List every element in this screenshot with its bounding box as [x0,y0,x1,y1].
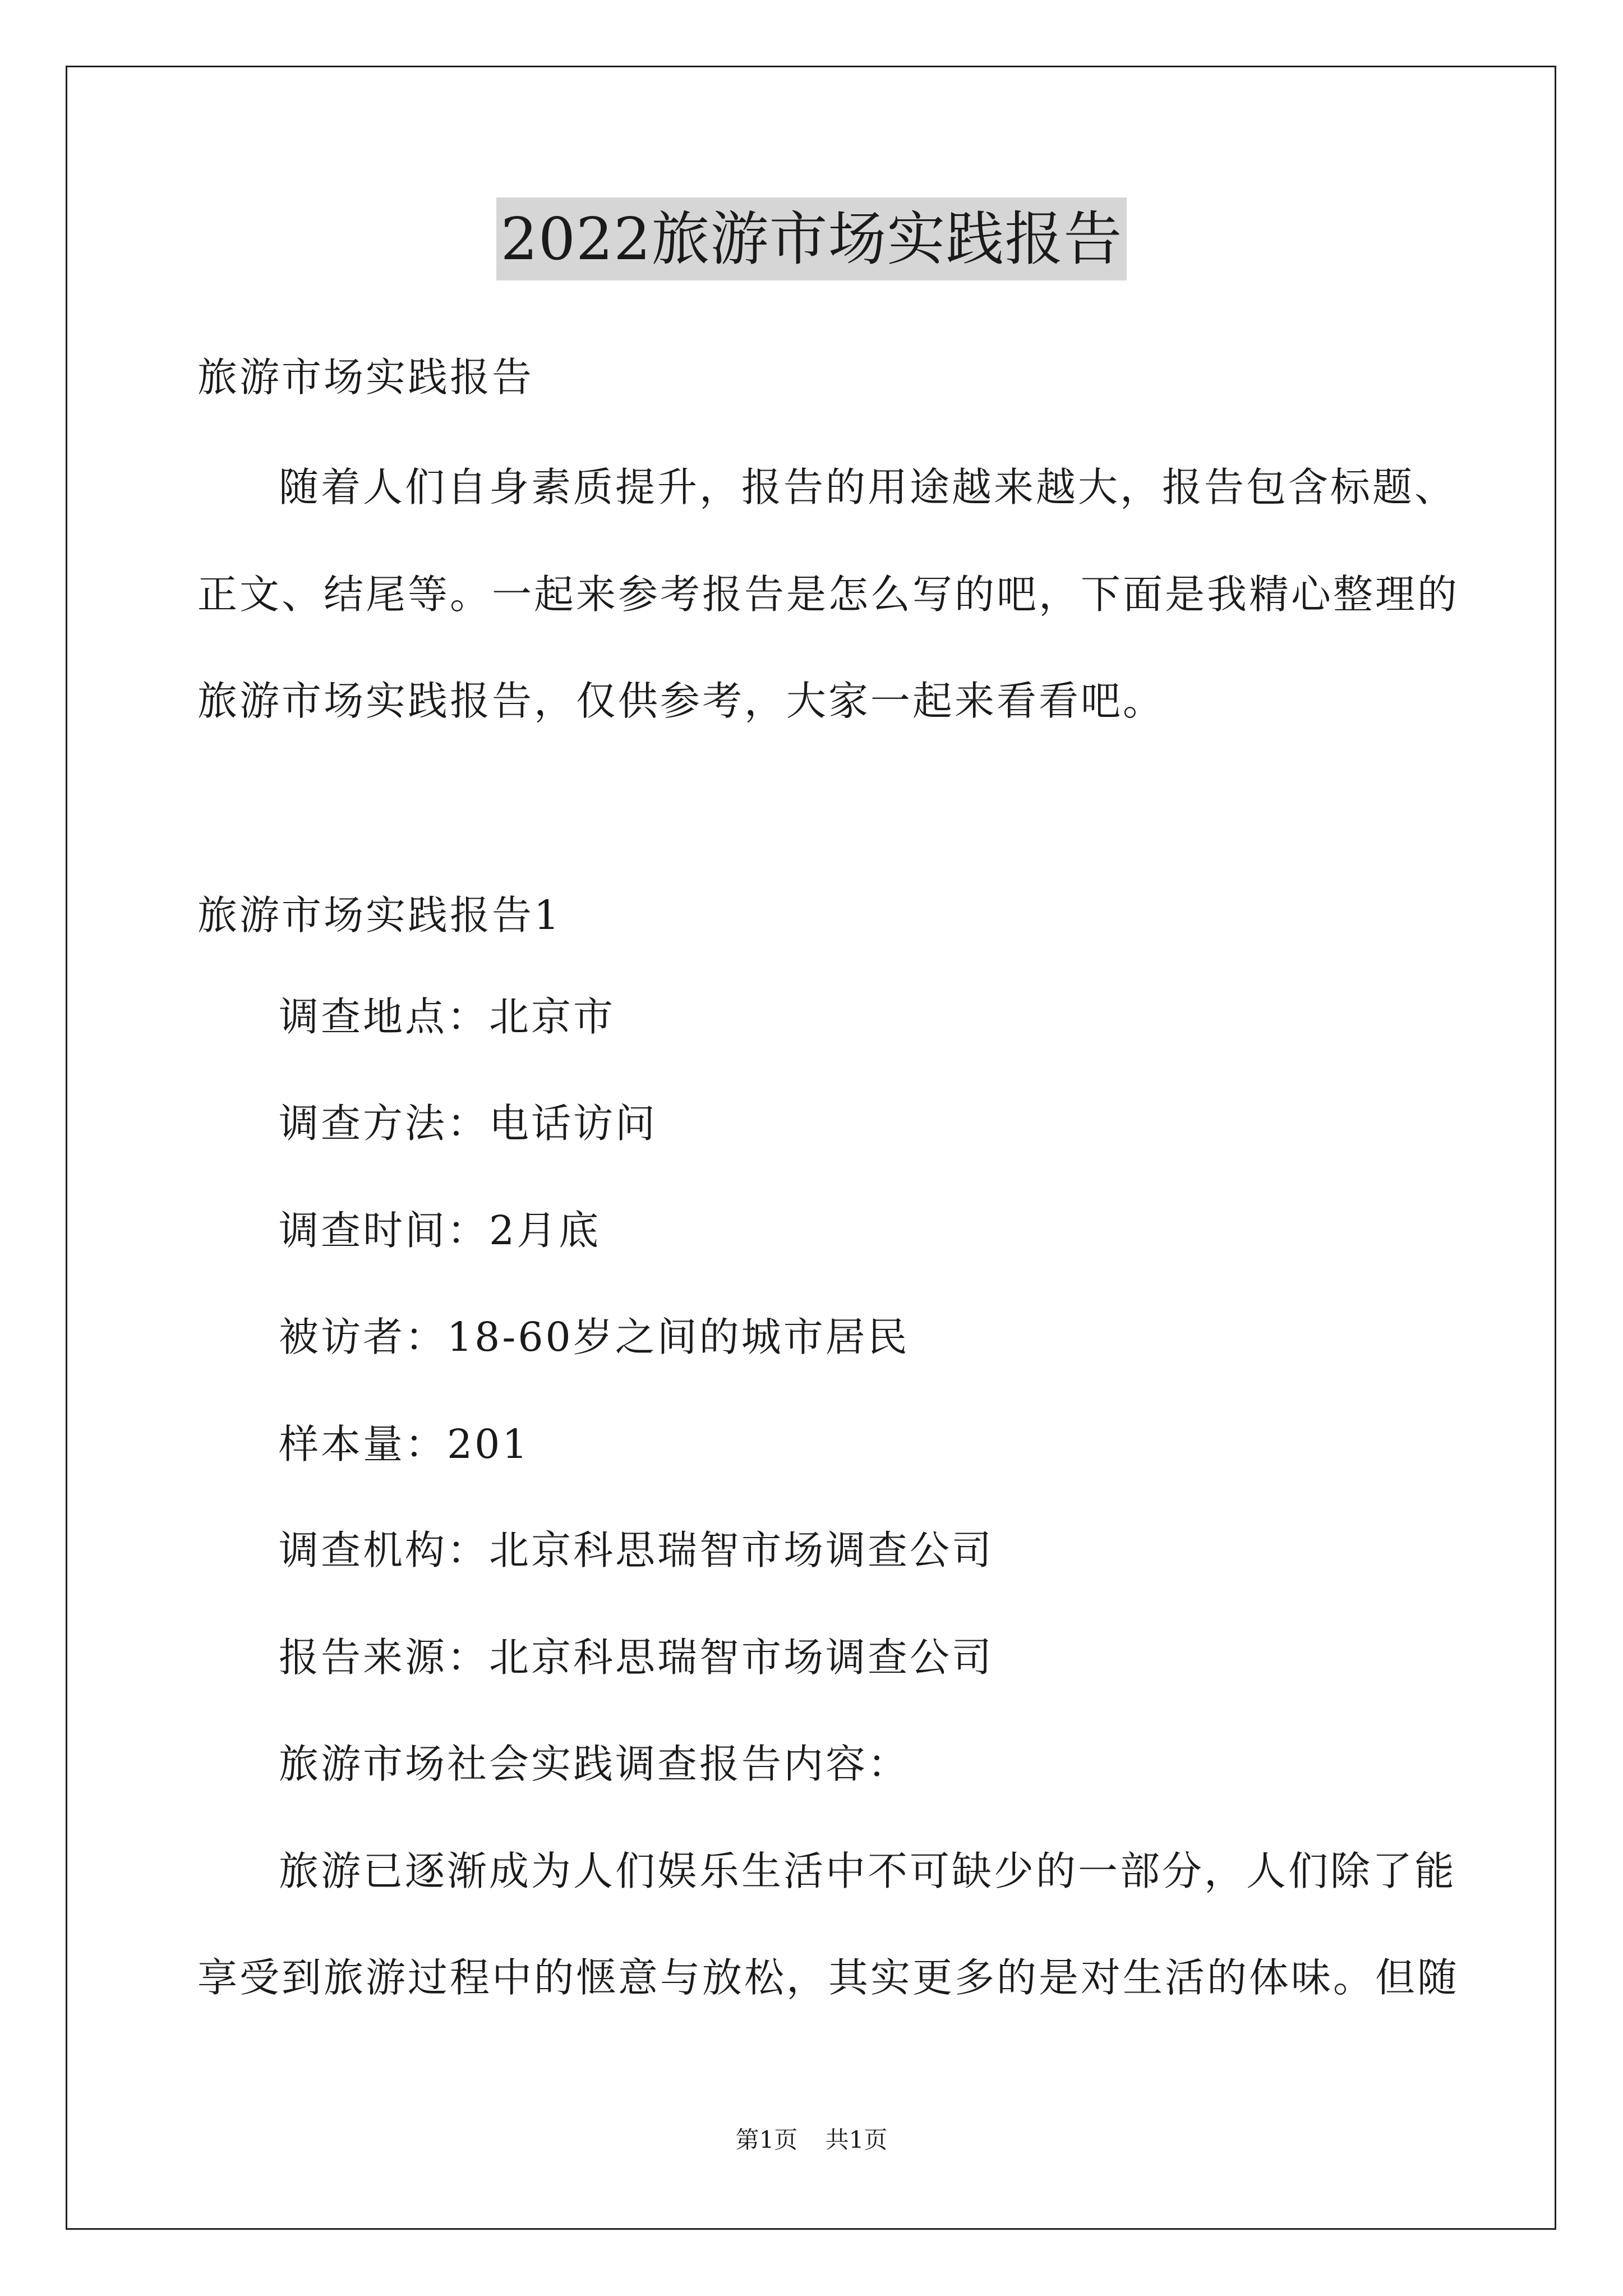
field-survey-time: 调查时间：2月底 [279,1207,601,1254]
page-current: 第1页 [735,2126,798,2154]
page-footer [0,2123,1623,2157]
field-sample-size: 样本量：201 [279,1421,530,1467]
field-survey-agency: 调查机构：北京科思瑞智市场调查公司 [279,1527,994,1573]
field-survey-location: 调查地点：北京市 [279,993,616,1040]
field-report-source: 报告来源：北京科思瑞智市场调查公司 [279,1634,994,1681]
intro-line-3: 旅游市场实践报告，仅供参考，大家一起来看看吧。 [197,678,1165,724]
intro-line-2: 正文、结尾等。一起来参考报告是怎么写的吧，下面是我精心整理的 [197,571,1460,618]
document-subtitle: 旅游市场实践报告 [197,354,534,401]
field-report-content-heading: 旅游市场社会实践调查报告内容： [279,1741,910,1787]
document-title: 2022旅游市场实践报告 [496,197,1127,280]
page-total: 共1页 [825,2126,888,2154]
title-container [0,197,1623,280]
field-survey-method: 调查方法：电话访问 [279,1100,658,1147]
field-respondents: 被访者：18-60岁之间的城市居民 [279,1314,910,1360]
body-line-1: 旅游已逐渐成为人们娱乐生活中不可缺少的一部分，人们除了能 [279,1848,1457,1894]
body-line-2: 享受到旅游过程中的惬意与放松，其实更多的是对生活的体味。但随 [197,1954,1460,2001]
intro-line-1: 随着人们自身素质提升，报告的用途越来越大，报告包含标题、 [279,464,1457,510]
section-heading: 旅游市场实践报告1 [197,892,562,938]
